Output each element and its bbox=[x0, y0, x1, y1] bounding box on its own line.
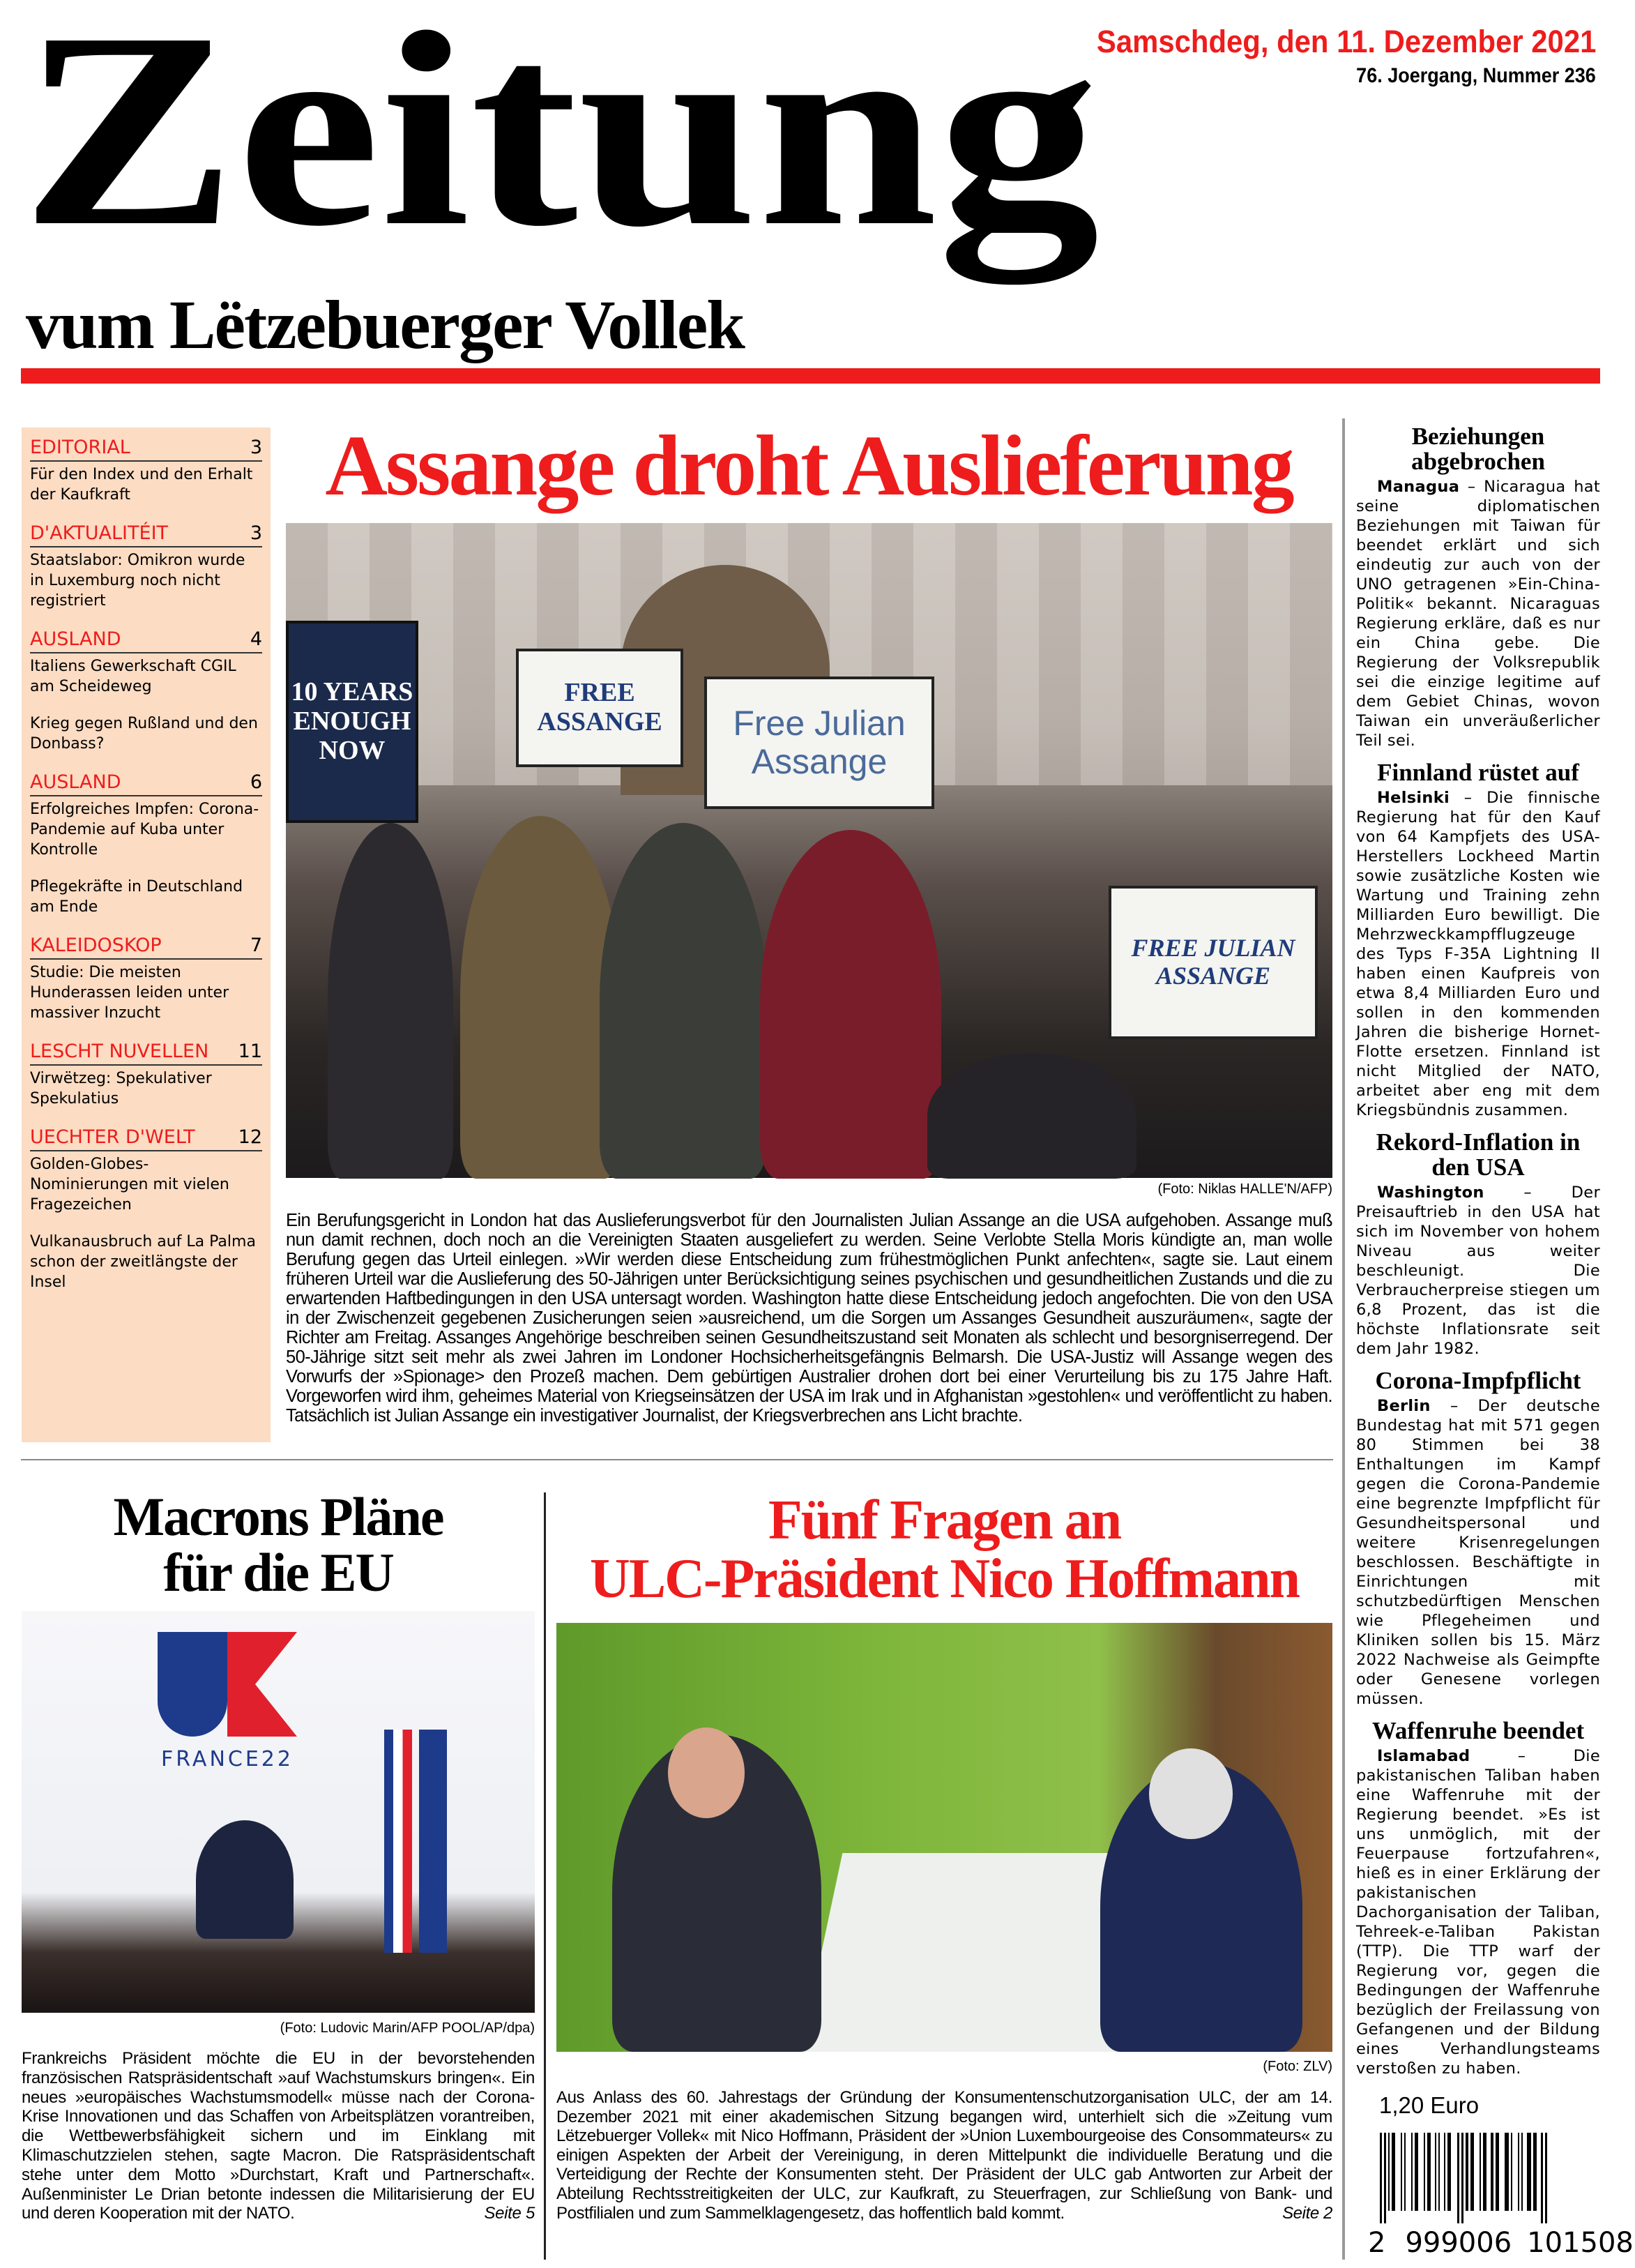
barcode-bar bbox=[1411, 2133, 1413, 2211]
sidebar-item[interactable]: Erfolgreiches Impfen: Corona-Pandemie auf Kuba unter Kontrolle bbox=[30, 801, 259, 859]
sidebar-section-header[interactable] bbox=[30, 1040, 262, 1066]
news-brief bbox=[1356, 760, 1600, 1120]
page-reference[interactable]: Seite 5 bbox=[484, 2204, 535, 2223]
barcode-bar bbox=[1388, 2133, 1390, 2211]
barcode-bar bbox=[1427, 2133, 1431, 2211]
barcode-bar bbox=[1480, 2133, 1481, 2211]
brief-headline[interactable]: Rekord-Inflation in den USA bbox=[1376, 1128, 1581, 1181]
barcode-bar bbox=[1401, 2133, 1402, 2211]
barcode-bar bbox=[1424, 2133, 1425, 2211]
barcode-left-digits: 999006 bbox=[1405, 2227, 1512, 2259]
sidebar-section-header[interactable] bbox=[30, 436, 262, 462]
news-brief bbox=[1356, 1718, 1600, 2078]
section-page-number: 3 bbox=[250, 522, 262, 544]
barcode-bar bbox=[1533, 2133, 1537, 2211]
brief-body: – Der Preisauftrieb in den USA hat sich im November von hohem Niveau aus weiter beschleunigt. Die Verbraucherpreise stiegen um 6,8 Prozent, das ist die höchste Inflationsrate seit dem Jahr 1982. bbox=[1356, 1184, 1600, 1358]
brief-dateline: Managua bbox=[1377, 478, 1460, 496]
section-title: EDITORIAL bbox=[30, 437, 130, 458]
sidebar-section-header[interactable] bbox=[30, 934, 262, 960]
lead-headline[interactable]: Assange droht Auslieferung bbox=[325, 418, 1293, 513]
barcode-bar bbox=[1457, 2133, 1459, 2223]
sidebar-item[interactable]: Studie: Die meisten Hunderassen leiden unter massiver Inzucht bbox=[30, 964, 229, 1022]
brief-body: – Der deutsche Bundestag hat mit 571 gegen 80 Stimmen bei 38 Enthaltungen im Kampf gegen die Corona-Pandemie eine begrenzte Impfpflicht für Gesundheitspersonal und weitere Krisenregelungen beschlossen. Beschäftigte in Einrichtungen mit schutzbedürftigen Menschen wie Pflegeheimen und Kliniken sollen bis 15. März 2022 Nachweise als Geimpfte oder Genesene vorlegen müssen. bbox=[1356, 1397, 1600, 1708]
barcode-digits bbox=[1367, 2226, 1634, 2260]
sign-10-years: 10 YEARS ENOUGH NOW bbox=[286, 621, 418, 823]
section-title: KALEIDOSKOP bbox=[30, 935, 162, 956]
column-divider bbox=[1342, 418, 1345, 2260]
brief-body: – Nicaragua hat seine diplomatischen Beziehungen mit Taiwan für beendet erklärt und sich eindeutig zur auch von der UNO getragenen »Ein-China-Politik« bekannt. Nicaraguas Regierung erkläre, daß es nur ein China gebe. Die Regierung der Volksrepublik sei die einzige legitime auf dem Gebiet Chinas, wovon Taiwan ein unveräußerlicher Teil sei. bbox=[1356, 478, 1600, 750]
price: 1,20 Euro bbox=[1379, 2092, 1480, 2118]
barcode-bar bbox=[1483, 2133, 1486, 2211]
brief-body: – Die finnische Regierung hat für den Kauf von 64 Kampfjets des USA-Herstellers Lockheed Martin sowie zusätzliche Kosten wie Wartung und Training zehn Milliarden Euro bewilligt. Die Mehrzweckkampfflugzeuge des Typs F-35A Lightning II haben einen Kaufpreis von etwa 8,4 Milliarden Euro und sollen in den kommenden Jahren die bisherige Hornet-Flotte ersetzen. Finnland ist nicht Mitglied der NATO, arbeitet aber eng mit dem Kriegsbündnis zusammen. bbox=[1356, 789, 1600, 1119]
barcode-first-digit: 2 bbox=[1368, 2227, 1386, 2259]
sidebar-section-header[interactable] bbox=[30, 522, 262, 547]
section-title: D'AKTUALITÉIT bbox=[30, 522, 169, 544]
brief-dateline: Helsinki bbox=[1377, 789, 1450, 807]
barcode-right-digits: 101508 bbox=[1527, 2227, 1634, 2259]
ulc-text-body: Aus Anlass des 60. Jahrestags der Gründung der Konsumentenschutzorganisation ULC, der am 14. Dezember 2021 mit einer akademischen Sitzung begangen wird, unterhielt sich die »Zeitung vum Lëtzebuerger Vollek« mit Nico Hoffmann, Präsident der »Union Luxembourgeoise des Consommateurs« zu einigen Aspekten der Arbeit der Vereinigung, in deren Mittelpunkt die individuelle Beratung und die Verteidigung der Rechte der Konsumenten steht. Der Präsident der ULC gab Antworten zur Arbeit der Abteilung Rechtsstreitigkeiten der ULC, zur Kaufkraft, zu Steuerfragen, zur Schließung von Bank- und Postfilialen und zum Sammelklagengesetz, das hoffentlich bald kommt. bbox=[556, 2088, 1332, 2223]
news-brief bbox=[1356, 424, 1600, 750]
brief-text bbox=[1356, 1183, 1600, 1359]
sidebar-section bbox=[30, 1126, 262, 1292]
sidebar-item[interactable]: Virwëtzeg: Spekulativer Spekulatius bbox=[30, 1070, 212, 1107]
sidebar-item[interactable]: Für den Index und den Erhalt der Kaufkraft bbox=[30, 466, 253, 504]
brief-dateline: Berlin bbox=[1377, 1397, 1431, 1415]
contents-sidebar bbox=[22, 428, 271, 1442]
section-divider bbox=[21, 1459, 1333, 1460]
sidebar-section-header[interactable] bbox=[30, 628, 262, 653]
masthead-title: Zeitung bbox=[21, 0, 1100, 284]
barcode-bar bbox=[1444, 2133, 1445, 2211]
news-briefs-column bbox=[1356, 424, 1600, 2088]
france22-logo-text: FRANCE22 bbox=[161, 1747, 294, 1771]
brief-text bbox=[1356, 1396, 1600, 1709]
brief-headline[interactable]: Waffenruhe beendet bbox=[1371, 1717, 1585, 1744]
issue-date: Samschdeg, den 11. Dezember 2021 bbox=[1096, 24, 1596, 59]
macron-headline-line1: Macrons Pläne bbox=[113, 1486, 443, 1547]
brief-headline[interactable]: Corona-Impfpflicht bbox=[1375, 1367, 1581, 1394]
news-brief bbox=[1356, 1368, 1600, 1709]
macron-photo-caption: (Foto: Ludovic Marin/AFP POOL/AP/dpa) bbox=[280, 2020, 535, 2036]
ulc-headline-line2: ULC-Präsident Nico Hoffmann bbox=[589, 1548, 1300, 1610]
barcode-bar bbox=[1466, 2133, 1468, 2211]
barcode-bar bbox=[1527, 2133, 1531, 2211]
barcode-bar bbox=[1545, 2133, 1547, 2223]
ulc-headline-line1: Fünf Fragen an bbox=[768, 1490, 1121, 1551]
barcode-bar bbox=[1438, 2133, 1440, 2211]
column-divider-bottom bbox=[544, 1492, 546, 2260]
barcode-bar bbox=[1415, 2133, 1418, 2211]
barcode-bar bbox=[1404, 2133, 1406, 2211]
sign-free-julian-assange-2: FREE JULIAN ASSANGE bbox=[1109, 886, 1318, 1039]
sidebar-item[interactable]: Vulkanausbruch auf La Palma schon der zweitlängste der Insel bbox=[30, 1233, 256, 1291]
sidebar-section bbox=[30, 1040, 262, 1109]
macron-article-text bbox=[22, 2049, 535, 2223]
barcode-bar bbox=[1505, 2133, 1509, 2211]
section-page-number: 6 bbox=[250, 771, 262, 793]
brief-text bbox=[1356, 1746, 1600, 2078]
brief-headline[interactable]: Finnland rüstet auf bbox=[1377, 759, 1579, 786]
barcode-bar bbox=[1461, 2133, 1463, 2223]
sidebar-section-header[interactable] bbox=[30, 1126, 262, 1151]
barcode-bar bbox=[1435, 2133, 1436, 2211]
lead-article-text: Ein Berufungsgericht in London hat das Auslieferungsverbot für den Journalisten Julian Assange an die USA aufgehoben. Assange muß nun damit rechnen, doch noch an die Vereinigten Staaten ausgeliefert zu werden. Seine Verlobte Stella Moris kündigte an, man wolle Berufung gegen das Urteil einlegen. »Wir werden diese Entscheidung zum frühestmöglichen Punkt anfechten«, sagte sie. Laut einem früheren Urteil war die Auslieferung des 50-Jährigen unter Berücksichtigung seines psychischen und gesundheitlichen Zustands und die zu erwartenden Haftbedingungen in den USA untersagt worden. Washington hatte diese Entscheidung jedoch angefochten. Die von den USA in der Zwischenzeit gegebenen Zusicherungen seien »ausreichend, um die Sorgen um Assanges Gesundheit auszuräumen«, sagte der Richter am Freitag. Assanges Angehörige beschreiben seinen Gesundheitszustand seit Monaten als schlecht und besorgniserregend. Der 50-Jährige sitzt seit mehr als zwei Jahren im Londoner Hochsicherheitsgefängnis Belmarsh. Die USA-Justiz will Assange wegen des Vorwurfs der »Spionage> den Prozeß machen. Dem gebürtigen Australier drohen dort bei einer Verurteilung bis zu 175 Jahre Haft. Vorgeworfen wird ihm, geheimes Material von Kriegseinsätzen der USA im Irak und in Afghanistan »gestohlen« und veröffentlicht zu haben. Tatsächlich ist Julian Assange ein investigativer Journalist, der Kriegsverbrechen ans Licht brachte. bbox=[286, 1211, 1332, 1426]
sidebar-item[interactable]: Golden-Globes-Nominierungen mit vielen Fragezeichen bbox=[30, 1156, 229, 1214]
sign-free-julian-assange: Free Julian Assange bbox=[704, 676, 934, 809]
news-brief bbox=[1356, 1130, 1600, 1359]
section-page-number: 12 bbox=[238, 1126, 262, 1148]
masthead-subtitle: vum Lëtzebuerger Vollek bbox=[26, 286, 744, 363]
macron-text-body: Frankreichs Präsident möchte die EU in der bevorstehenden französischen Ratspräsidentschaft »auf Wachstumskurs bringen«. Ein neues »europäisches Wachstumsmodell« müsse nach der Corona-Krise Innovationen und das Schaffen von Arbeitsplätzen vorantreiben, die Wettbewerbsfähigkeit sichern und im Einklang mit Klimaschutzzielen stehen, sagte Macron. Die Ratspräsidentschaft stehe unter dem Motto »Durchstart, Kraft und Partnerschaft«. Außenminister Le Drian betonte indessen die Militarisierung der EU und deren Kooperation mit der NATO. bbox=[22, 2049, 535, 2223]
section-page-number: 3 bbox=[250, 437, 262, 458]
barcode bbox=[1377, 2133, 1600, 2223]
sidebar-section bbox=[30, 934, 262, 1023]
section-title: LESCHT NUVELLEN bbox=[30, 1041, 209, 1062]
sidebar-item[interactable]: Staatslabor: Omikron wurde in Luxemburg noch nicht registriert bbox=[30, 552, 245, 610]
section-page-number: 11 bbox=[238, 1041, 262, 1062]
brief-headline[interactable]: Beziehungen abgebrochen bbox=[1411, 423, 1545, 475]
sidebar-section bbox=[30, 522, 262, 611]
barcode-bar bbox=[1541, 2133, 1543, 2223]
brief-text bbox=[1356, 788, 1600, 1120]
barcode-bar bbox=[1392, 2133, 1395, 2211]
macron-headline[interactable] bbox=[22, 1486, 535, 1603]
macron-headline-line2: für die EU bbox=[163, 1542, 393, 1603]
barcode-bar bbox=[1470, 2133, 1474, 2211]
lead-photo-caption: (Foto: Niklas HALLE'N/AFP) bbox=[1157, 1181, 1332, 1197]
page-reference[interactable]: Seite 2 bbox=[1282, 2203, 1332, 2223]
ulc-headline[interactable] bbox=[556, 1491, 1332, 1608]
section-title: UECHTER D'WELT bbox=[30, 1126, 195, 1148]
sidebar-section-header[interactable] bbox=[30, 771, 262, 796]
barcode-bar bbox=[1491, 2133, 1493, 2211]
ulc-article-text bbox=[556, 2088, 1332, 2223]
section-page-number: 4 bbox=[250, 628, 262, 650]
sidebar-section bbox=[30, 771, 262, 917]
brief-body: – Die pakistanischen Taliban haben eine Waffenruhe mit der Regierung beendet. »Es ist uns unmöglich, mit der Feuerpause fortzufahren«, hieß es in einer Erklärung der pakistanischen Dachorganisation der Taliban, Tehreek-e-Taliban Pakistan (TTP). Die TTP warf der Regierung vor, gegen die Bedingungen der Waffenruhe bezüglich der Freilassung von Gefangenen und der Bildung eines Verhandlungsteams verstoßen zu haben. bbox=[1356, 1747, 1600, 2078]
brief-dateline: Washington bbox=[1377, 1184, 1484, 1202]
masthead-rule bbox=[21, 368, 1600, 384]
ulc-photo bbox=[556, 1623, 1332, 2052]
barcode-bar bbox=[1496, 2133, 1499, 2211]
lead-photo bbox=[286, 523, 1332, 1178]
barcode-bar bbox=[1447, 2133, 1451, 2211]
barcode-bar bbox=[1518, 2133, 1519, 2211]
barcode-bar bbox=[1511, 2133, 1512, 2211]
section-title: AUSLAND bbox=[30, 628, 121, 650]
section-title: AUSLAND bbox=[30, 771, 121, 793]
brief-dateline: Islamabad bbox=[1377, 1747, 1470, 1765]
sidebar-section bbox=[30, 436, 262, 505]
barcode-bar bbox=[1521, 2133, 1523, 2211]
section-page-number: 7 bbox=[250, 935, 262, 956]
ulc-photo-caption: (Foto: ZLV) bbox=[1263, 2059, 1332, 2074]
barcode-bar bbox=[1380, 2133, 1382, 2223]
macron-photo bbox=[22, 1611, 535, 2013]
sidebar-section bbox=[30, 628, 262, 754]
barcode-bar bbox=[1384, 2133, 1386, 2223]
sign-free-assange: FREE ASSANGE bbox=[516, 649, 683, 767]
sidebar-item[interactable]: Krieg gegen Rußland und den Donbass? bbox=[30, 715, 258, 753]
issue-number: 76. Joergang, Nummer 236 bbox=[1356, 64, 1596, 87]
sidebar-item[interactable]: Italiens Gewerkschaft CGIL am Scheideweg bbox=[30, 658, 236, 695]
sidebar-item[interactable]: Pflegekräfte in Deutschland am Ende bbox=[30, 878, 243, 916]
brief-text bbox=[1356, 477, 1600, 750]
